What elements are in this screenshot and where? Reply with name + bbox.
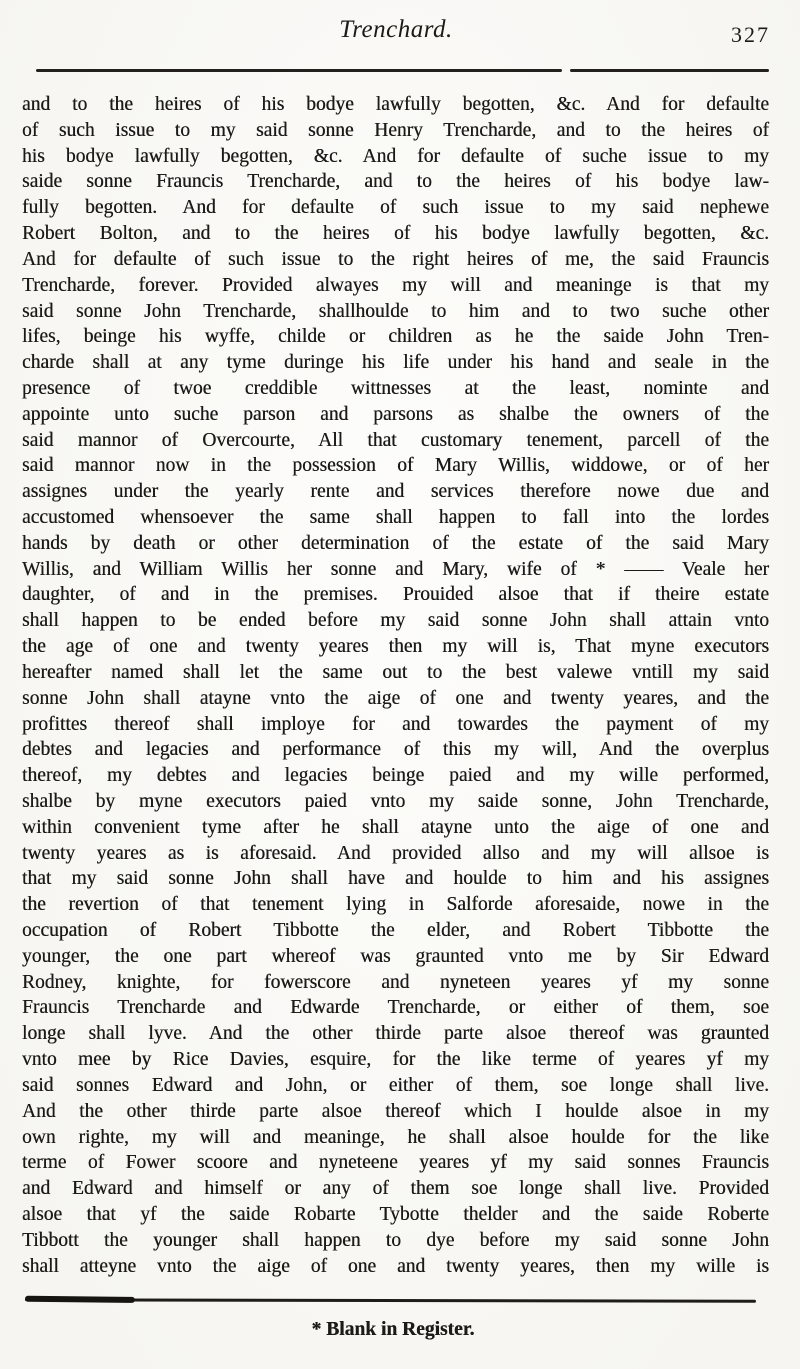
text-line: his bodye lawfully begotten, &c. And for defaulte of suche issue to my	[22, 145, 769, 167]
text-line: the revertion of that tenement lying in Salforde aforesaide, nowe in the	[22, 894, 769, 916]
page-number: 327	[731, 22, 770, 47]
running-title: Trenchard.	[339, 16, 453, 43]
text-line: shall happen to be ended before my said sonne John shall attain vnto	[22, 610, 769, 632]
footnote-rule	[25, 1298, 756, 1303]
text-line: Rodney, knighte, for fowerscore and nyneteen yeares yf my sonne	[22, 971, 769, 993]
text-line: alsoe that yf the saide Robarte Tybotte thelder and the saide Roberte	[22, 1203, 769, 1225]
text-line: sonne John shall atayne vnto the aige of one and twenty yeares, and the	[22, 687, 769, 709]
text-line: Willis, and William Willis her sonne and Mary, wife of * —— Veale her	[22, 558, 769, 580]
text-line: Tibbott the younger shall happen to dye before my said sonne John	[22, 1229, 769, 1251]
text-line: longe shall lyve. And the other thirde parte alsoe thereof was graunted	[22, 1023, 769, 1045]
text-line: lifes, beinge his wyffe, childe or children as he the saide John Tren-	[22, 326, 769, 348]
text-line: charde shall at any tyme duringe his life under his hand and seale in the	[22, 352, 769, 374]
text-line: vnto mee by Rice Davies, esquire, for the like terme of yeares yf my	[22, 1049, 769, 1071]
text-line: said sonnes Edward and John, or either of them, soe longe shall live.	[22, 1074, 769, 1096]
text-line: hereafter named shall let the same out to the best valewe vntill my said	[22, 661, 769, 683]
text-line: own righte, my will and meaninge, he shall alsoe houlde for the like	[22, 1126, 769, 1148]
text-line: younger, the one part whereof was graunted vnto me by Sir Edward	[22, 945, 769, 967]
text-line: and to the heires of his bodye lawfully begotten, &c. And for defaulte	[22, 94, 769, 115]
text-line: within convenient tyme after he shall atayne unto the aige of one and	[22, 816, 769, 838]
text-line: that my said sonne John shall have and houlde to him and his assignes	[22, 868, 769, 890]
text-line: Robert Bolton, and to the heires of his bodye lawfully begotten, &c.	[22, 223, 769, 245]
text-line: occupation of Robert Tibbotte the elder, and Robert Tibbotte the	[22, 920, 769, 941]
text-line: the age of one and twenty yeares then my will is, That myne executors	[22, 636, 769, 658]
text-line: shalbe by myne executors paied vnto my saide sonne, John Trencharde,	[22, 790, 769, 812]
text-line: saide sonne Frauncis Trencharde, and to the heires of his bodye law-	[22, 171, 769, 193]
text-line: of such issue to my said sonne Henry Trencharde, and to the heires of	[22, 119, 769, 141]
text-line: terme of Fower scoore and nyneteene yeares yf my said sonnes Frauncis	[22, 1152, 769, 1174]
text-line: presence of twoe creddible wittnesses at the least, nominte and	[22, 377, 769, 399]
header-rule-right-segment	[570, 69, 769, 72]
text-line: and Edward and himself or any of them soe longe shall live. Provided	[22, 1178, 769, 1200]
footnote: * Blank in Register.	[311, 1319, 475, 1340]
text-line: said sonne John Trencharde, shallhoulde to him and to two suche other	[22, 300, 769, 322]
text-line: shall atteyne vnto the aige of one and twenty yeares, then my wille is	[22, 1255, 769, 1277]
text-line: accustomed whensoever the same shall happen to fall into the lordes	[22, 507, 769, 528]
text-line: hands by death or other determination of the estate of the said Mary	[22, 532, 769, 554]
text-line: daughter, of and in the premises. Prouided alsoe that if theire estate	[22, 584, 769, 606]
text-line: Trencharde, forever. Provided alwayes my will and meaninge is that my	[22, 274, 769, 296]
text-line: debtes and legacies and performance of this my will, And the overplus	[22, 739, 769, 761]
text-line: fully begotten. And for defaulte of such issue to my said nephewe	[22, 197, 769, 219]
header-rule	[36, 69, 769, 72]
text-line: thereof, my debtes and legacies beinge paied and my wille performed,	[22, 765, 769, 787]
text-line: profittes thereof shall imploye for and towardes the payment of my	[22, 713, 769, 735]
text-line: said mannor of Overcourte, All that customary tenement, parcell of the	[22, 429, 769, 451]
text-line: appointe unto suche parson and parsons as shalbe the owners of the	[22, 403, 769, 425]
text-line: assignes under the yearly rente and services therefore nowe due and	[22, 481, 769, 503]
text-line: said mannor now in the possession of Mary Willis, widdowe, or of her	[22, 455, 769, 477]
header-rule-left-segment	[36, 69, 562, 72]
text-line: twenty yeares as is aforesaid. And provided allso and my will allsoe is	[22, 842, 769, 864]
text-line: And the other thirde parte alsoe thereof which I houlde alsoe in my	[22, 1100, 769, 1122]
body-text	[22, 92, 769, 1279]
text-line: And for defaulte of such issue to the right heires of me, the said Frauncis	[22, 248, 769, 270]
text-line: Frauncis Trencharde and Edwarde Trencharde, or either of them, soe	[22, 997, 769, 1019]
